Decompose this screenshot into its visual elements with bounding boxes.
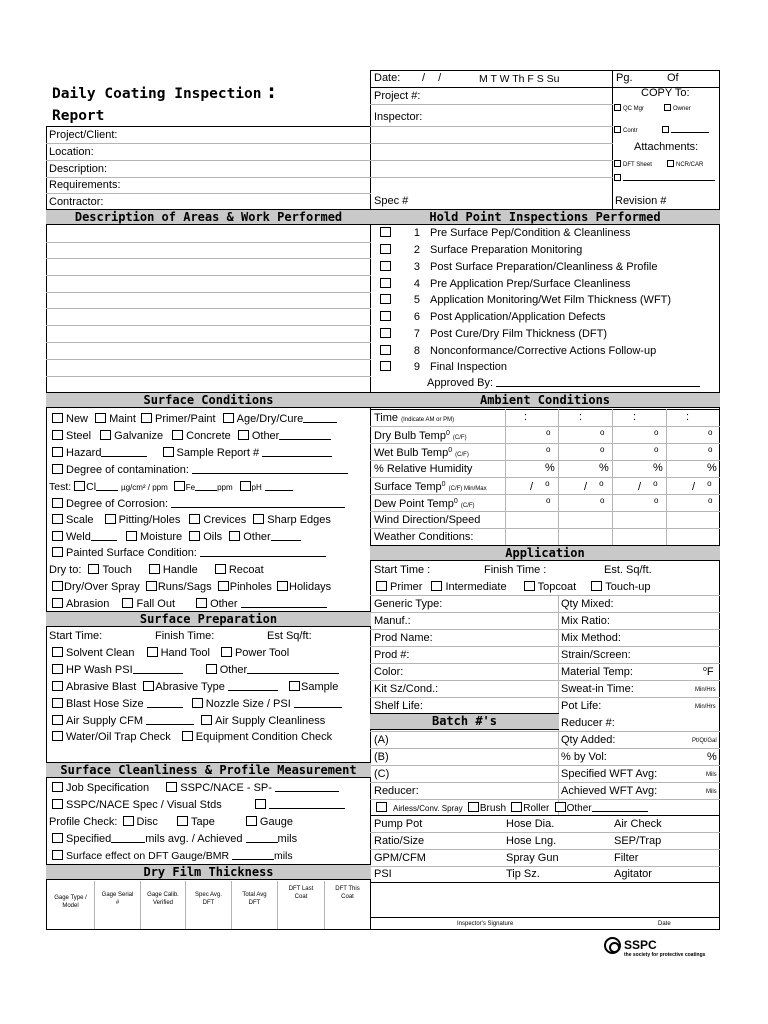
airless-spray-checkbox[interactable]: Airless/Conv. Spray (376, 804, 463, 813)
visual-stds-other-checkbox[interactable] (255, 799, 345, 811)
sweat-in-unit: Min/Hrs (695, 687, 716, 693)
logo-name: SSPC (624, 938, 657, 952)
hold-point-5[interactable]: 5 Application Monitoring/Wet Film Thickness (WFT) (380, 294, 671, 306)
signature-date-label: Date (658, 921, 671, 927)
surface-temp-4[interactable]: / $^o$ (692, 479, 712, 493)
dew-point-1[interactable]: o (546, 496, 551, 505)
dft-col-last-coat: DFT Last Coat (288, 886, 314, 900)
dft-col-this-coat: DFT This Coat (335, 886, 360, 900)
dry-bulb-1[interactable]: o (546, 428, 551, 437)
prep-method-row-2 (52, 664, 339, 676)
sweat-in-field[interactable]: Sweat-in Time: (561, 683, 634, 695)
air-cleanliness-checkbox[interactable]: Air Supply Cleanliness (201, 715, 325, 727)
contamination-field[interactable]: Degree of contamination: (52, 464, 348, 476)
application-defects-row (52, 581, 331, 593)
pump-pot-field[interactable]: Pump Pot (374, 818, 423, 830)
pct-by-vol-field[interactable]: % by Vol: (561, 751, 607, 763)
air-check-field[interactable]: Air Check (614, 818, 662, 830)
inspector-signature-field[interactable] (371, 883, 719, 916)
chloride-test-checkbox[interactable]: Cl (74, 481, 118, 493)
surface-temp-1[interactable]: / $^o$ (530, 479, 550, 493)
ph-test-checkbox[interactable]: pH (240, 481, 293, 493)
hold-point-6[interactable]: 6 Post Application/Application Defects (380, 311, 606, 323)
corrosion-field[interactable]: Degree of Corrosion: (52, 498, 345, 510)
specified-wft-field[interactable]: Specified WFT Avg: (561, 768, 658, 780)
copy-contr[interactable]: Contr (614, 126, 638, 134)
gpm-cfm-field[interactable]: GPM/CFM (374, 852, 426, 864)
hold-point-7[interactable]: 7 Post Cure/Dry Film Thickness (DFT) (380, 328, 607, 340)
achieved-wft-field[interactable]: Achieved WFT Avg: (561, 785, 658, 797)
batch-c-field[interactable]: (C) (374, 768, 390, 780)
time-label: Time (Indicate AM or PM) (374, 412, 455, 424)
maint-checkbox[interactable]: Maint (95, 413, 136, 425)
generic-type-field[interactable]: Generic Type: (374, 598, 443, 610)
defect-other-2-checkbox[interactable]: Other (196, 598, 327, 610)
prep-start-time[interactable]: Start Time: (49, 630, 103, 642)
sep-trap-field[interactable]: SEP/Trap (614, 835, 662, 847)
solvent-clean-checkbox[interactable]: Solvent Clean (52, 647, 135, 659)
fahrenheit-unit: $^o$F (703, 666, 714, 678)
location-field[interactable]: Location: (49, 146, 94, 158)
coat-type-row (376, 581, 651, 593)
equipment-check-checkbox[interactable]: Equipment Condition Check (182, 731, 332, 743)
tape-checkbox[interactable]: Tape (177, 816, 215, 828)
wet-bulb-1[interactable]: o (546, 445, 551, 454)
dew-point-3[interactable]: o (654, 496, 659, 505)
color-field[interactable]: Color: (374, 666, 404, 678)
dew-point-2[interactable]: o (600, 496, 605, 505)
clean-row-2 (52, 799, 345, 811)
psi-field[interactable]: PSI (374, 868, 392, 880)
requirements-field[interactable]: Requirements: (49, 179, 121, 191)
copy-owner[interactable]: Owner (664, 104, 691, 112)
shelf-life-field[interactable]: Shelf Life: (374, 700, 423, 712)
method-row (376, 802, 648, 814)
relative-humidity-label: % Relative Humidity (374, 463, 473, 475)
dry-over-spray-checkbox[interactable]: Dry/Over Spray (52, 581, 140, 593)
clean-row-1 (52, 782, 339, 794)
hold-points-section-header: Hold Point Inspections Performed (370, 209, 720, 225)
prep-method-row-3 (52, 681, 338, 693)
batch-b-field[interactable]: (B) (374, 751, 389, 763)
app-est-sqft[interactable]: Est. Sq/ft. (604, 564, 652, 576)
app-start-time[interactable]: Start Time : (374, 564, 431, 576)
wet-bulb-label: Wet Bulb Temp$^0$ (C/F) (374, 447, 469, 459)
hand-tool-checkbox[interactable]: Hand Tool (147, 647, 210, 659)
prep-method-row-6 (52, 731, 332, 743)
pct-unit: % (707, 751, 717, 763)
hp-wash-checkbox[interactable]: HP Wash PSI (52, 664, 183, 676)
attachments-label: Attachments: (634, 141, 699, 153)
prep-other-checkbox[interactable]: Other (206, 664, 340, 676)
weekday-options[interactable]: M T W Th F S Su (479, 73, 560, 85)
prep-method-row-1 (52, 647, 289, 659)
surface-temp-2[interactable]: / $^o$ (584, 479, 604, 493)
disc-checkbox[interactable]: Disc (123, 816, 158, 828)
pinholes-checkbox[interactable]: Pinholes (218, 581, 272, 593)
wind-label: Wind Direction/Speed (374, 514, 481, 526)
blast-hose-checkbox[interactable]: Blast Hose Size (52, 698, 183, 710)
spray-gun-field[interactable]: Spray Gun (506, 852, 559, 864)
time-1[interactable]: : (524, 411, 528, 423)
signature-label: Inspector's Signature (457, 921, 514, 927)
sspc-ring-icon (604, 937, 621, 954)
cleanliness-header: Surface Cleanliness & Profile Measurement (46, 762, 371, 778)
time-3[interactable]: : (633, 411, 637, 423)
iron-test-checkbox[interactable]: Fe ppm (174, 481, 233, 493)
batch-a-field[interactable]: (A) (374, 734, 389, 746)
ambient-conditions-header: Ambient Conditions (370, 392, 720, 408)
form-title: Daily Coating Inspection : Report (52, 79, 278, 124)
hold-point-1[interactable]: 1 Pre Surface Pep/Condition & Cleanliness (380, 227, 631, 239)
dew-point-label: Dew Point Temp$^0$ (C/F) (374, 498, 475, 510)
page-label: Pg. (616, 72, 633, 84)
qty-added-field[interactable]: Qty Added: (561, 734, 616, 746)
painted-surface-field[interactable]: Painted Surface Condition: (52, 547, 326, 559)
contamination-test-row: Test: Cl µg/cm² / ppm Fe ppm pH (49, 481, 293, 493)
surface-conditions-row-2 (52, 430, 331, 442)
weld-checkbox[interactable]: Weld (52, 531, 117, 543)
reducer-number-field[interactable]: Reducer #: (561, 717, 615, 729)
filter-field[interactable]: Filter (614, 852, 639, 864)
primer-paint-checkbox[interactable]: Primer/Paint (139, 413, 216, 425)
app-finish-time[interactable]: Finish Time : (484, 564, 547, 576)
mix-method-field[interactable]: Mix Method: (561, 632, 621, 644)
dew-point-4[interactable]: o (708, 496, 713, 505)
brush-checkbox[interactable]: Brush (468, 803, 506, 814)
moisture-checkbox[interactable]: Moisture (126, 531, 182, 543)
time-4[interactable]: : (686, 411, 690, 423)
date-slashes: / / (422, 72, 442, 84)
prep-method-row-5 (52, 715, 325, 727)
sspc-nace-sp-checkbox[interactable]: SSPC/NACE - SP- (166, 782, 339, 794)
concrete-checkbox[interactable]: Concrete (172, 430, 231, 442)
holidays-checkbox[interactable]: Holidays (277, 581, 331, 593)
water-oil-trap-checkbox[interactable]: Water/Oil Trap Check (52, 731, 171, 743)
material-temp-field[interactable]: Material Temp: (561, 666, 633, 678)
work-performed-area[interactable] (47, 226, 369, 392)
hold-point-9[interactable]: 9 Final Inspection (380, 361, 507, 373)
visual-stds-checkbox[interactable]: SSPC/NACE Spec / Visual Stds (52, 799, 222, 811)
galvanize-checkbox[interactable]: Galvanize (100, 430, 163, 442)
wet-bulb-3[interactable]: o (654, 445, 659, 454)
pitting-checkbox[interactable]: Pitting/Holes (105, 514, 181, 526)
surface-temp-3[interactable]: / $^o$ (638, 479, 658, 493)
project-number-label: Project #: (374, 90, 421, 102)
dry-bulb-4[interactable]: o (708, 428, 713, 437)
qty-mixed-field[interactable]: Qty Mixed: (561, 598, 614, 610)
project-client-field[interactable]: Project/Client: (49, 129, 118, 141)
areas-section-header: Description of Areas & Work Performed (46, 209, 371, 225)
pot-life-unit: Min/Hrs (695, 704, 716, 710)
weather-label: Weather Conditions: (374, 531, 474, 543)
dft-col-gage-serial: Gage Serial # (101, 892, 134, 906)
logo-tagline: the society for protective coatings (624, 952, 706, 958)
prep-est-sqft[interactable]: Est Sq/ft: (267, 630, 312, 642)
abrasion-checkbox[interactable]: Abrasion (52, 598, 109, 610)
specified-wft-unit: Mils (706, 772, 717, 778)
dft-col-gage-calib: Gage Calib. Verified (147, 892, 179, 906)
wet-bulb-2[interactable]: o (600, 445, 605, 454)
mix-ratio-field[interactable]: Mix Ratio: (561, 615, 610, 627)
attach-other[interactable] (614, 174, 715, 182)
new-checkbox[interactable]: New (52, 413, 88, 425)
strain-screen-field[interactable]: Strain/Screen: (561, 649, 631, 661)
copy-qc-mgr[interactable]: QC Mgr (614, 104, 644, 112)
surface-prep-header: Surface Preparation (46, 611, 371, 627)
hose-dia-field[interactable]: Hose Dia. (506, 818, 555, 830)
attach-ncr-car[interactable]: NCR/CAR (667, 160, 703, 168)
dry-handle-checkbox[interactable]: Handle (149, 564, 198, 576)
rh-4[interactable]: % (707, 462, 717, 474)
intermediate-checkbox[interactable]: Intermediate (431, 581, 506, 593)
sample-checkbox[interactable]: Sample (289, 681, 338, 693)
hold-point-4[interactable]: 4 Pre Application Prep/Surface Cleanliness (380, 278, 631, 290)
product-name-field[interactable]: Prod Name: (374, 632, 433, 644)
surface-conditions-row-7 (52, 514, 331, 526)
copy-other[interactable] (662, 126, 709, 134)
wet-bulb-4[interactable]: o (708, 445, 713, 454)
surface-temp-label: Surface Temp$^0$ (C/F) Min/Max (374, 481, 487, 493)
copy-to-label: COPY To: (641, 87, 690, 99)
hose-length-field[interactable]: Hose Lng. (506, 835, 557, 847)
gauge-checkbox[interactable]: Gauge (246, 816, 293, 828)
surface-conditions-row-8 (52, 531, 301, 543)
product-number-field[interactable]: Prod #: (374, 649, 410, 661)
dry-recoat-checkbox[interactable]: Recoat (215, 564, 264, 576)
prep-method-row-4 (52, 698, 342, 710)
sharp-edges-checkbox[interactable]: Sharp Edges (253, 514, 331, 526)
pot-life-field[interactable]: Pot Life: (561, 700, 602, 712)
prep-finish-time[interactable]: Finish Time: (155, 630, 215, 642)
time-2[interactable]: : (579, 411, 583, 423)
air-supply-cfm-checkbox[interactable]: Air Supply CFM (52, 715, 194, 727)
surface-conditions-header: Surface Conditions (46, 392, 371, 408)
hold-point-8[interactable]: 8 Nonconformance/Corrective Actions Follow-up (380, 345, 656, 357)
oils-checkbox[interactable]: Oils (189, 531, 222, 543)
description-field[interactable]: Description: (49, 163, 108, 175)
defect-other-checkbox[interactable]: Other (229, 531, 301, 543)
dry-bulb-2[interactable]: o (600, 428, 605, 437)
contractor-field[interactable]: Contractor: (49, 196, 104, 208)
batch-header: Batch #'s (370, 713, 559, 730)
power-tool-checkbox[interactable]: Power Tool (221, 647, 289, 659)
revision-label: Revision # (615, 195, 667, 207)
dry-to-row: Dry to: Touch Handle Recoat (49, 564, 264, 576)
sspc-logo (604, 935, 724, 965)
reducer-field[interactable]: Reducer: (374, 785, 419, 797)
touchup-checkbox[interactable]: Touch-up (591, 581, 650, 593)
surface-conditions-row-3 (52, 447, 332, 459)
primer-checkbox[interactable]: Primer (376, 581, 422, 593)
dft-col-gage-type: Gage Type / Model (54, 895, 87, 909)
date-label: Date: (374, 72, 401, 84)
material-other-checkbox[interactable]: Other (238, 430, 332, 442)
application-header: Application (370, 545, 720, 561)
crevices-checkbox[interactable]: Crevices (189, 514, 246, 526)
nozzle-size-checkbox[interactable]: Nozzle Size / PSI (192, 698, 342, 710)
spec-label: Spec # (374, 195, 409, 207)
of-label: Of (667, 72, 679, 84)
abrasive-type-checkbox[interactable]: Abrasive Type (143, 681, 278, 693)
surface-conditions-row-1 (52, 413, 337, 425)
abrasive-blast-checkbox[interactable]: Abrasive Blast (52, 681, 136, 693)
topcoat-checkbox[interactable]: Topcoat (524, 581, 577, 593)
ratio-size-field[interactable]: Ratio/Size (374, 835, 425, 847)
method-other-checkbox[interactable]: Other (555, 803, 648, 814)
inspector-label: Inspector: (374, 111, 423, 123)
sample-report-checkbox[interactable]: Sample Report # (163, 447, 333, 459)
achieved-wft-unit: Mils (706, 789, 717, 795)
dft-col-spec-avg: Spec Avg. DFT (195, 892, 222, 906)
inspection-form (46, 70, 720, 930)
attach-dft-sheet[interactable]: DFT Sheet (614, 160, 652, 168)
hold-point-2[interactable]: 2 Surface Preparation Monitoring (380, 244, 582, 256)
rh-2[interactable]: % (599, 462, 609, 474)
roller-checkbox[interactable]: Roller (511, 803, 549, 814)
approved-by-field[interactable]: Approved By: (427, 378, 700, 389)
runs-sags-checkbox[interactable]: Runs/Sags (146, 581, 212, 593)
manufacturer-field[interactable]: Manuf.: (374, 615, 411, 627)
job-spec-checkbox[interactable]: Job Specification (52, 782, 149, 794)
hazard-checkbox[interactable]: Hazard (52, 447, 147, 459)
steel-checkbox[interactable]: Steel (52, 430, 91, 442)
dry-touch-checkbox[interactable]: Touch (88, 564, 131, 576)
agitator-field[interactable]: Agitator (614, 868, 652, 880)
age-dry-cure-checkbox[interactable]: Age/Dry/Cure (223, 413, 338, 425)
fall-out-checkbox[interactable]: Fall Out (122, 598, 175, 610)
tip-size-field[interactable]: Tip Sz. (506, 868, 540, 880)
profile-check-row: Profile Check: Disc Tape Gauge (49, 816, 293, 828)
qty-added-unit: Pt/Qt/Gal (692, 738, 717, 744)
hold-point-3[interactable]: 3 Post Surface Preparation/Cleanliness & Profile (380, 261, 657, 273)
rh-3[interactable]: % (653, 462, 663, 474)
dry-bulb-3[interactable]: o (654, 428, 659, 437)
dry-bulb-label: Dry Bulb Temp$^0$ (C/F) (374, 430, 467, 442)
kit-size-field[interactable]: Kit Sz/Cond.: (374, 683, 439, 695)
scale-checkbox[interactable]: Scale (52, 514, 94, 526)
surface-effect-row[interactable]: Surface effect on DFT Gauge/BMR mils (52, 850, 293, 862)
rh-1[interactable]: % (545, 462, 555, 474)
dft-col-total-avg: Total Avg DFT (242, 892, 267, 906)
profile-specified-row[interactable]: Specified mils avg. / Achieved mils (52, 833, 297, 845)
application-defects-row-2 (52, 598, 327, 610)
dft-header: Dry Film Thickness (46, 864, 371, 880)
